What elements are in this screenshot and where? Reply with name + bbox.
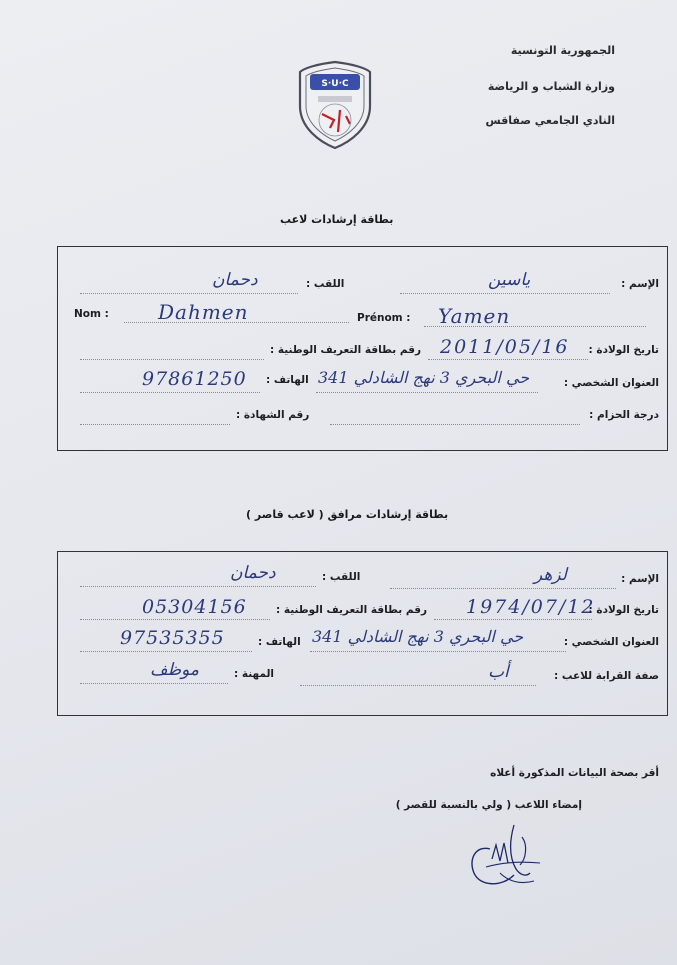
guardian-profession-label: المهنة : bbox=[234, 668, 275, 680]
declaration-text: أقر بصحة البيانات المذكورة أعلاه bbox=[490, 767, 659, 779]
player-nom-label: Nom : bbox=[74, 308, 109, 320]
signature-label: إمضاء اللاعب ( ولي بالنسبة للقصر ) bbox=[395, 799, 582, 811]
guardian-card-title: بطاقة إرشادات مرافق ( لاعب قاصر ) bbox=[246, 508, 449, 521]
guardian-birth-value[interactable]: 1974/07/12 bbox=[466, 596, 596, 618]
guardian-profession-value[interactable]: موظف bbox=[150, 660, 200, 680]
guardian-birth-label: تاريخ الولادة : bbox=[588, 604, 659, 616]
guardian-surname-label: اللقب : bbox=[322, 571, 361, 583]
guardian-address-label: العنوان الشخصي : bbox=[563, 636, 659, 648]
guardian-surname-value[interactable]: دحمان bbox=[230, 563, 276, 583]
header-ministry: وزارة الشباب و الرياضة bbox=[487, 80, 615, 93]
player-surname-value[interactable]: دحمان bbox=[212, 270, 258, 290]
player-cin-label: رقم بطاقة التعريف الوطنية : bbox=[270, 344, 422, 356]
player-nom-value[interactable]: Dahmen bbox=[158, 300, 249, 324]
player-belt-label: درجة الحزام : bbox=[589, 409, 659, 421]
player-phone-value[interactable]: 97861250 bbox=[142, 368, 247, 390]
player-card-title: بطاقة إرشادات لاعب bbox=[280, 213, 394, 226]
player-name-label: الإسم : bbox=[621, 278, 659, 290]
guardian-name-label: الإسم : bbox=[621, 573, 659, 585]
player-name-value[interactable]: ياسين bbox=[488, 270, 531, 290]
guardian-phone-value[interactable]: 97535355 bbox=[120, 627, 225, 649]
header-club: النادي الجامعي صفاقس bbox=[485, 114, 615, 127]
guardian-name-value[interactable]: لزهر bbox=[534, 565, 567, 585]
player-certificate-label: رقم الشهادة : bbox=[236, 409, 310, 421]
guardian-phone-label: الهاتف : bbox=[258, 636, 301, 648]
guardian-relation-value[interactable]: أب bbox=[488, 662, 509, 682]
header-republic: الجمهورية التونسية bbox=[510, 44, 615, 57]
player-prenom-value[interactable]: Yamen bbox=[438, 304, 511, 328]
guardian-relation-label: صفة القرابة للاعب : bbox=[554, 670, 659, 682]
player-birth-value[interactable]: 2011/05/16 bbox=[440, 336, 570, 358]
player-phone-label: الهاتف : bbox=[266, 374, 309, 386]
player-surname-label: اللقب : bbox=[306, 278, 345, 290]
guardian-cin-value[interactable]: 05304156 bbox=[142, 596, 247, 618]
player-birth-label: تاريخ الولادة : bbox=[588, 344, 659, 356]
player-address-label: العنوان الشخصي : bbox=[563, 377, 659, 389]
logo-text: S·U·C bbox=[321, 79, 349, 89]
signature-drawing[interactable] bbox=[456, 815, 552, 895]
player-prenom-label: Prénom : bbox=[357, 312, 411, 324]
player-address-value[interactable]: حي البحري 3 نهج الشادلي 341 bbox=[318, 368, 530, 387]
guardian-address-value[interactable]: حي البحري 3 نهج الشادلي 341 bbox=[312, 627, 524, 646]
guardian-cin-label: رقم بطاقة التعريف الوطنية : bbox=[276, 604, 428, 616]
club-logo bbox=[290, 58, 380, 150]
